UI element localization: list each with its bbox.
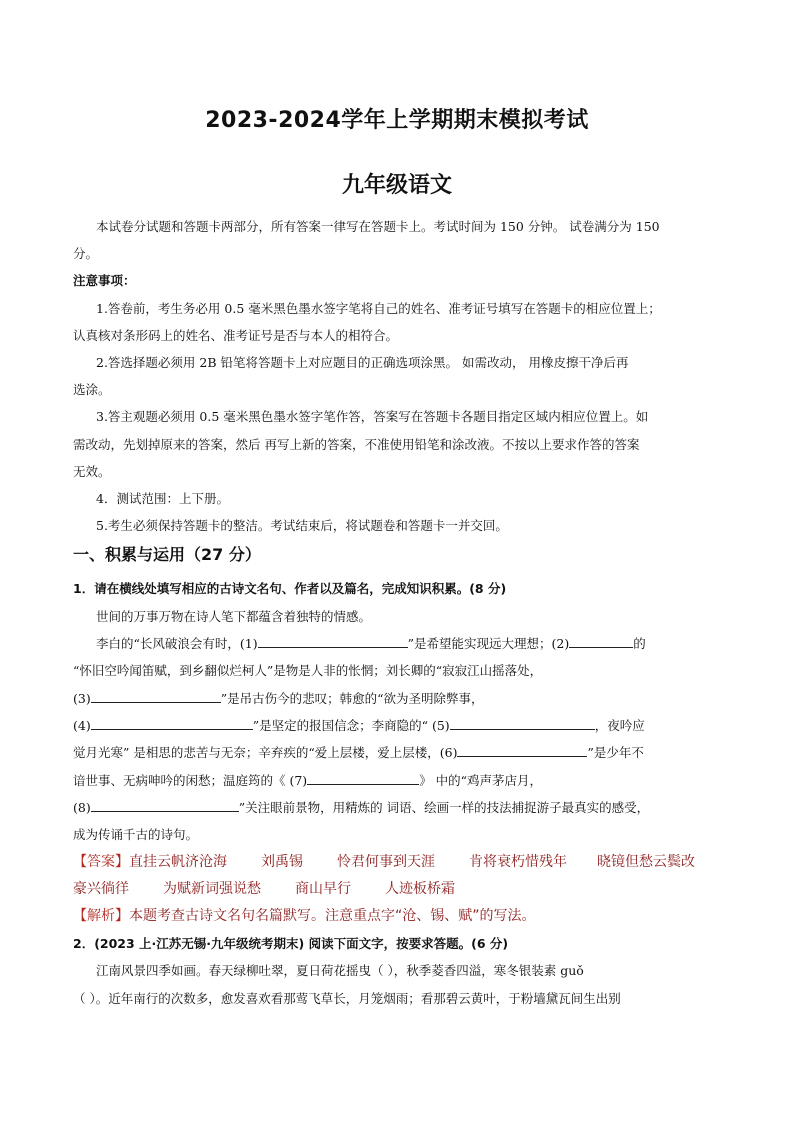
answer-item: 豪兴徜徉 bbox=[73, 881, 129, 897]
q1-line-3a: (3) bbox=[73, 691, 91, 706]
intro-line-2: 分。 bbox=[73, 246, 99, 261]
q1-line-5b: ”是少年不 bbox=[587, 745, 644, 760]
note-2a: 2.答选择题必须用 2B 铅笔将答题卡上对应题目的正确选项涂黑。 如需改动， 用橡皮擦干净后再 bbox=[96, 355, 629, 370]
q1-line-3b: ”是吊古伤今的悲叹；韩愈的“欲为圣明除弊事， bbox=[220, 691, 484, 706]
blank-4 bbox=[91, 717, 253, 730]
q1-line-7b: ”关注眼前景物，用精炼的 词语、绘画一样的技法捕捉游子最真实的感受， bbox=[238, 800, 650, 815]
answer-tag: 【答案】 bbox=[73, 854, 129, 870]
question-2-stem: 2．(2023 上·江苏无锡·九年级统考期末) 阅读下面文字，按要求答题。(6 分) bbox=[73, 936, 509, 951]
q1-line-4b: ”是坚定的报国信念；李商隐的“ (5) bbox=[252, 718, 450, 733]
q2-line-2: （ ）。近年南行的次数多，愈发喜欢看那莺飞草长，月笼烟雨；看那碧云黄叶，于粉墙黛瓦间生出别 bbox=[73, 991, 621, 1006]
q1-line-4 bbox=[73, 717, 645, 735]
note-3c: 无效。 bbox=[73, 464, 111, 479]
blank-6 bbox=[457, 744, 587, 757]
q1-line-1a: 李白的“长风破浪会有时，(1) bbox=[96, 636, 258, 651]
answer-item: 直挂云帆济沧海 bbox=[129, 854, 227, 870]
blank-5 bbox=[450, 717, 595, 730]
intro-line-1: 本试卷分试题和答题卡两部分，所有答案一律写在答题卡上。考试时间为 150 分钟。 试卷满分为 150 bbox=[96, 219, 660, 234]
answer-item: 肯将衰朽惜残年 bbox=[469, 854, 567, 870]
blank-1 bbox=[258, 635, 408, 648]
answer-item: 人迹板桥霜 bbox=[385, 881, 455, 897]
analysis-tag: 【解析】 bbox=[73, 908, 129, 924]
q1-line-3 bbox=[73, 690, 484, 708]
note-3a: 3.答主观题必须用 0.5 毫米黑色墨水签字笔作答，答案写在答题卡各题目指定区域内相应位置上。如 bbox=[96, 409, 649, 424]
answer-item: 商山早行 bbox=[295, 881, 351, 897]
note-1b: 认真核对条形码上的姓名、准考证号是否与本人的相符合。 bbox=[73, 328, 399, 343]
note-3b: 需改动，先划掉原来的答案，然后 再写上新的答案，不准使用铅笔和涂改液。不按以上要求作答的答案 bbox=[73, 437, 640, 452]
answer-item: 刘禹锡 bbox=[261, 854, 303, 870]
q1-line-2: “怀旧空吟闻笛赋，到乡翻似烂柯人”是物是人非的怅惘；刘长卿的“寂寂江山摇落处， bbox=[73, 663, 543, 678]
answer-item: 晓镜但愁云鬓改 bbox=[597, 854, 695, 870]
q1-line-8: 成为传诵千古的诗句。 bbox=[73, 827, 199, 842]
q2-line-1: 江南风景四季如画。春天绿柳吐翠，夏日荷花摇曳（ ），秋季菱香四溢，寒冬银装素 guǒ bbox=[96, 963, 584, 978]
q1-line-6 bbox=[73, 772, 542, 790]
q1-line-5a: 觉月光寒” 是相思的悲苦与无奈；辛弃疾的“爱上层楼，爱上层楼，(6) bbox=[73, 745, 458, 760]
note-2b: 选涂。 bbox=[73, 382, 111, 397]
q1-line-6a: 谙世事、无病呻吟的闲愁；温庭筠的《 (7) bbox=[73, 773, 308, 788]
q1-line-1b: ”是希望能实现远大理想；(2) bbox=[407, 636, 570, 651]
q1-line-7a: (8) bbox=[73, 800, 91, 815]
q1-line-1c: 的 bbox=[633, 636, 646, 651]
q1-line-1 bbox=[96, 635, 646, 653]
analysis-row bbox=[73, 906, 536, 926]
answer-row-2 bbox=[73, 879, 455, 899]
notes-heading: 注意事项： bbox=[73, 273, 136, 288]
blank-3 bbox=[91, 690, 221, 703]
q1-line-5 bbox=[73, 744, 644, 762]
answer-row-1 bbox=[73, 852, 695, 872]
q1-line-4c: ，夜吟应 bbox=[594, 718, 645, 733]
answer-item: 为赋新词强说愁 bbox=[163, 881, 261, 897]
blank-2 bbox=[569, 635, 633, 648]
question-1-stem: 1．请在横线处填写相应的古诗文名句、作者以及篇名，完成知识积累。(8 分) bbox=[73, 581, 507, 596]
q1-line-4a: (4) bbox=[73, 718, 91, 733]
section-1-heading: 一、积累与运用（27 分） bbox=[73, 545, 261, 564]
blank-8 bbox=[91, 799, 239, 812]
answer-item: 怜君何事到天涯 bbox=[337, 854, 435, 870]
note-4: 4．测试范围：上下册。 bbox=[96, 491, 229, 506]
q1-line-6b: 》 中的“鸡声茅店月， bbox=[419, 773, 543, 788]
analysis-text: 本题考查古诗文名句名篇默写。注意重点字“沧、锡、赋”的写法。 bbox=[129, 908, 536, 924]
blank-7 bbox=[307, 772, 419, 785]
q1-line-7 bbox=[73, 799, 649, 817]
q1-paragraph: 世间的万事万物在诗人笔下都蕴含着独特的情感。 bbox=[96, 609, 372, 624]
note-1a: 1.答卷前，考生务必用 0.5 毫米黑色墨水签字笔将自己的姓名、准考证号填写在答题卡的相应位置上； bbox=[96, 301, 661, 316]
exam-subtitle: 九年级语文 bbox=[341, 173, 452, 198]
note-5: 5.考生必须保持答题卡的整洁。考试结束后，将试题卷和答题卡一并交回。 bbox=[96, 518, 508, 533]
exam-title: 2023-2024学年上学期期末模拟考试 bbox=[205, 108, 589, 133]
